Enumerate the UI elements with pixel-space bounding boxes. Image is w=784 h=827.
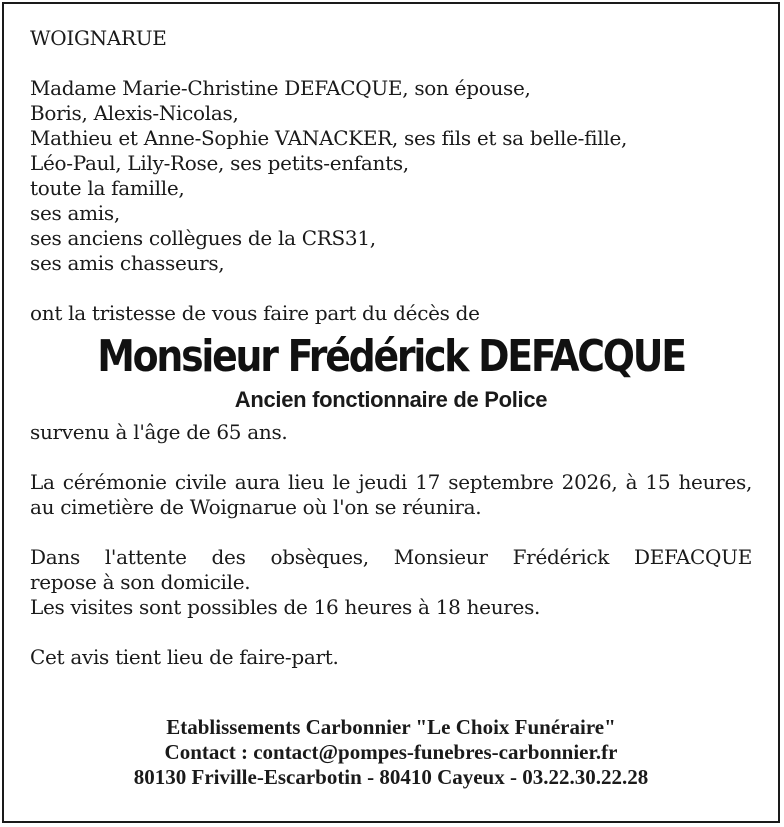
family-line: Madame Marie-Christine DEFACQUE, son épouse,	[30, 76, 531, 100]
ceremony-line: La cérémonie civile aura lieu le jeudi 17 septembre 2026, à 15 heures,	[30, 470, 752, 494]
family-line: ses anciens collègues de la CRS31,	[30, 226, 376, 250]
family-line: Mathieu et Anne-Sophie VANACKER, ses fils et sa belle-fille,	[30, 126, 628, 150]
spacer	[30, 51, 752, 76]
spacer	[30, 445, 752, 470]
family-line: ses amis,	[30, 201, 120, 225]
announcement-text: ont la tristesse de vous faire part du décès de	[30, 301, 480, 325]
town-name: WOIGNARUE	[30, 26, 167, 50]
family-line: Boris, Alexis-Nicolas,	[30, 101, 239, 125]
funeral-home-name: Etablissements Carbonnier "Le Choix Funéraire"	[166, 715, 616, 739]
family-line: Léo-Paul, Lily-Rose, ses petits-enfants,	[30, 151, 409, 175]
spacer	[30, 520, 752, 545]
ceremony-line: au cimetière de Woignarue où l'on se réunira.	[30, 495, 482, 519]
funeral-home-block	[30, 715, 752, 790]
death-notice-body	[30, 26, 752, 670]
family-line: toute la famille,	[30, 176, 185, 200]
rest-line: repose à son domicile.	[30, 570, 251, 594]
funeral-home-address: 80130 Friville-Escarbotin - 80410 Cayeux - 03.22.30.22.28	[133, 765, 649, 789]
visits-line: Les visites sont possibles de 16 heures à 18 heures.	[30, 595, 541, 619]
deceased-name: Monsieur Frédérick DEFACQUE	[97, 331, 685, 382]
spacer	[30, 276, 752, 301]
closing-line: Cet avis tient lieu de faire-part.	[30, 645, 339, 669]
age-line: survenu à l'âge de 65 ans.	[30, 420, 288, 444]
rest-line: Dans l'attente des obsèques, Monsieur Frédérick DEFACQUE	[30, 545, 752, 569]
deceased-role: Ancien fonctionnaire de Police	[234, 387, 548, 412]
family-line: ses amis chasseurs,	[30, 251, 225, 275]
spacer	[30, 620, 752, 645]
funeral-home-contact: Contact : contact@pompes-funebres-carbonnier.fr	[164, 740, 618, 764]
